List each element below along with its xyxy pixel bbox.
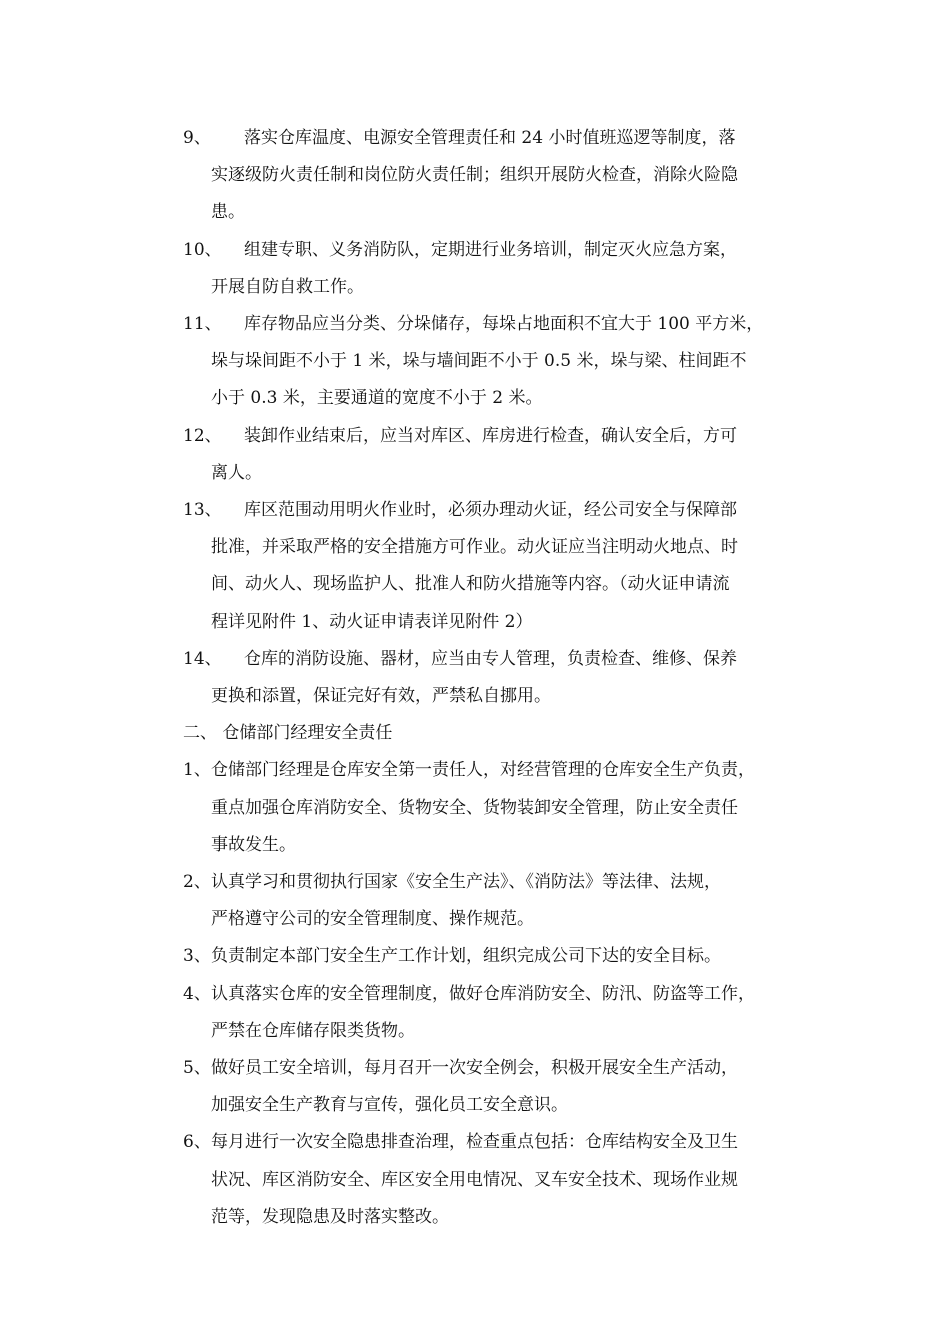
list-item-number: 1、 [183, 760, 211, 781]
list-item-line: 装卸作业结束后，应当对库区、库房进行检查，确认安全后，方可 [244, 425, 737, 446]
list-item-line: 批准，并采取严格的安全措施方可作业。动火证应当注明动火地点、时 [211, 537, 738, 558]
list-item-line: 范等，发现隐患及时落实整改。 [211, 1206, 449, 1227]
list-item-line: 落实仓库温度、电源安全管理责任和 24 小时值班巡逻等制度，落 [244, 128, 736, 148]
list-item-line: 开展自防自救工作。 [211, 276, 364, 297]
list-item-number: 13、 [183, 500, 222, 520]
list-item-line: 认真落实仓库的安全管理制度，做好仓库消防安全、防汛、防盗等工作， [211, 983, 755, 1004]
list-item-number: 10、 [183, 239, 222, 260]
list-item-line: 严格遵守公司的安全管理制度、操作规范。 [211, 909, 534, 930]
list-item-line: 做好员工安全培训，每月召开一次安全例会，积极开展安全生产活动， [211, 1058, 738, 1078]
list-item-line: 状况、库区消防安全、库区安全用电情况、叉车安全技术、现场作业规 [211, 1169, 738, 1190]
list-item-line: 患。 [211, 202, 245, 223]
list-item-line: 程详见附件 1、动火证申请表详见附件 2） [211, 611, 533, 632]
list-item-line: 库区范围动用明火作业时，必须办理动火证，经公司安全与保障部 [244, 500, 737, 520]
list-item-number: 9、 [183, 128, 211, 148]
list-item-line: 重点加强仓库消防安全、货物安全、货物装卸安全管理，防止安全责任 [211, 797, 738, 818]
list-item-number: 14、 [183, 648, 222, 669]
list-item-number: 12、 [183, 425, 222, 446]
list-item-line: 小于 0.3 米，主要通道的宽度不小于 2 米。 [211, 388, 543, 409]
list-item-line: 实逐级防火责任制和岗位防火责任制；组织开展防火检查，消除火险隐 [211, 165, 738, 186]
list-item-line: 库存物品应当分类、分垛储存，每垛占地面积不宜大于 100 平方米， [244, 314, 764, 334]
list-item-line: 仓库的消防设施、器材，应当由专人管理，负责检查、维修、保养 [244, 648, 737, 669]
list-item-number: 11、 [183, 314, 222, 334]
list-item-line: 负责制定本部门安全生产工作计划，组织完成公司下达的安全目标。 [211, 946, 721, 967]
list-item-line: 离人。 [211, 462, 262, 483]
list-item-number: 3、 [183, 946, 211, 967]
list-item-number: 5、 [183, 1058, 211, 1078]
list-item-line: 更换和添置，保证完好有效，严禁私自挪用。 [211, 686, 551, 706]
list-item-line: 组建专职、义务消防队，定期进行业务培训，制定灭火应急方案， [244, 239, 737, 260]
list-item-line: 事故发生。 [211, 834, 296, 855]
list-item-line: 严禁在仓库储存限类货物。 [211, 1020, 415, 1041]
list-item-line: 加强安全生产教育与宣传，强化员工安全意识。 [211, 1095, 568, 1116]
list-item-line: 间、动火人、现场监护人、批准人和防火措施等内容。（动火证申请流 [211, 574, 730, 595]
list-item-number: 6、 [183, 1132, 211, 1153]
list-item-line: 仓储部门经理是仓库安全第一责任人，对经营管理的仓库安全生产负责， [211, 760, 755, 781]
section-heading: 二、 仓储部门经理安全责任 [183, 723, 393, 744]
list-item-line: 认真学习和贯彻执行国家《安全生产法》、《消防法》等法律、法规， [211, 872, 721, 892]
list-item-number: 4、 [183, 983, 211, 1004]
list-item-line: 垛与垛间距不小于 1 米，垛与墙间距不小于 0.5 米，垛与梁、柱间距不 [211, 351, 747, 372]
list-item-number: 2、 [183, 872, 211, 892]
list-item-line: 每月进行一次安全隐患排查治理，检查重点包括：仓库结构安全及卫生 [211, 1132, 738, 1153]
